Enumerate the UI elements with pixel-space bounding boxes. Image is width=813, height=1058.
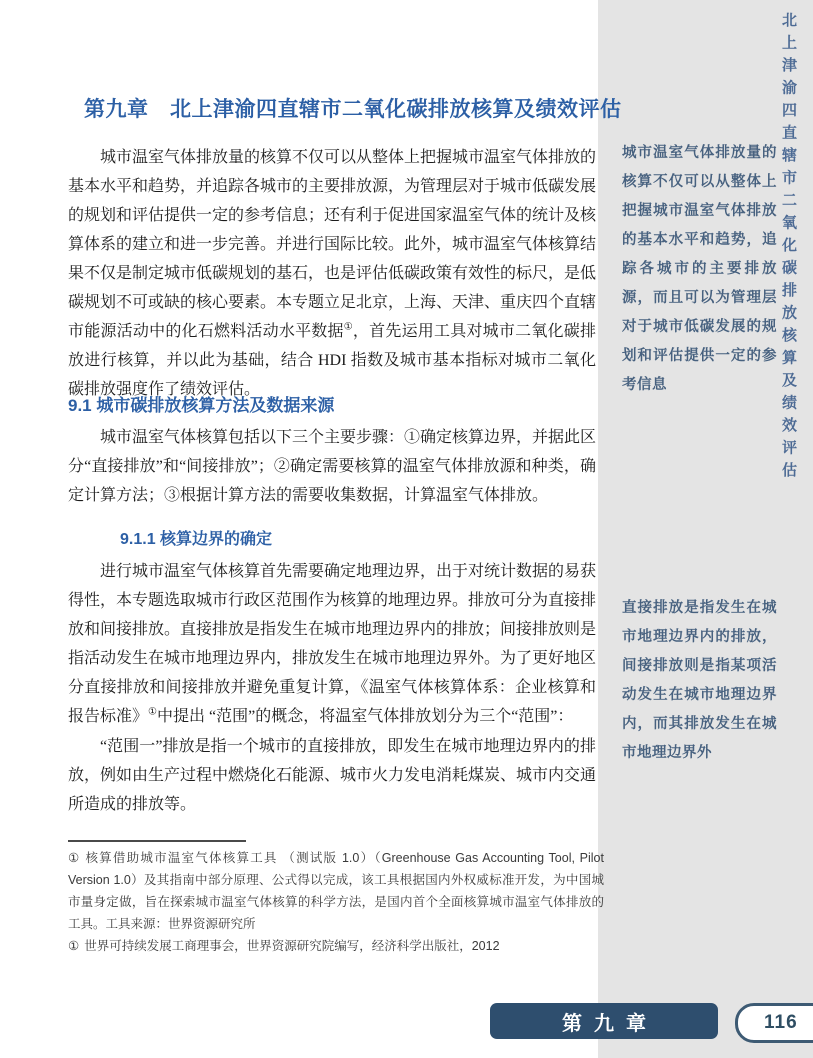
boundary-paragraph xyxy=(68,557,596,731)
boundary-paragraph-text: 进行城市温室气体核算首先需要确定地理边界，出于对统计数据的易获得性，本专题选取城市行政区范围作为核算的地理边界。排放可分为直接排放和间接排放。直接排放是指发生在城市地理边界内的排放；间接排放则是指活动发生在城市地理边界内，排放发生在城市地理边界外。为了更好地区分直接排放和间接排放并避免重复计算，《温室气体核算体系：企业核算和报告标准》 xyxy=(68,563,597,725)
vertical-chapter-title: 北上津渝四直辖市二氧化碳排放核算及绩效评估 xyxy=(780,12,797,485)
footnote-marker: ① xyxy=(68,851,81,865)
margin-note-summary: 城市温室气体排放量的核算不仅可以从整体上把握城市温室气体排放的基本水平和趋势，追踪各城市的主要排放源，而且可以为管理层对于城市低碳发展的规划和评估提供一定的参考信息 xyxy=(622,145,777,393)
footnote-text: 世界可持续发展工商理事会，世界资源研究院编写，经济科学出版社，2012 xyxy=(84,939,500,953)
section-9-1-1-heading: 9.1.1 核算边界的确定 xyxy=(120,531,273,548)
footnote-item xyxy=(68,935,604,957)
footnote-text: 核算借助城市温室气体核算工具 （测试版 1.0）（Greenhouse Gas Accounting Tool, Pilot Version 1.0）及其指南中部分原理、公式得以完成，该工具根据国内外权威标准开发，为中国城市量身定做，旨在探索城市温室气体核算的科学方法，是国内首个全面核算城市温室气体排放的工具。工具来源：世界资源研究所 xyxy=(68,851,604,931)
page-number-pill xyxy=(735,1003,813,1043)
boundary-paragraph-text-cont: 中提出 “范围”的概念，将温室气体排放划分为三个“范围”： xyxy=(156,708,574,725)
footer-chapter-label: 第九章 xyxy=(562,1012,658,1035)
intro-paragraph xyxy=(68,143,596,404)
intro-paragraph-text: 城市温室气体排放量的核算不仅可以从整体上把握城市温室气体排放的基本水平和趋势，并追踪各城市的主要排放源，为管理层对于城市低碳发展的规划和评估提供一定的参考信息；还有利于促进国家温室气体的统计及核算体系的建立和进一步完善。并进行国际比较。此外，城市温室气体核算结果不仅是制定城市低碳规划的基石，也是评估低碳政策有效性的标尺，是低碳规划不可或缺的核心要素。本专题立足北京，上海、天津、重庆四个直辖市能源活动中的化石燃料活动水平数据 xyxy=(68,149,597,340)
footnote-item xyxy=(68,847,604,935)
footer-chapter-tab xyxy=(490,1003,718,1039)
section-9-1-paragraph: 城市温室气体核算包括以下三个主要步骤：①确定核算边界，并据此区分“直接排放”和“间接排放”；②确定需要核算的温室气体排放源和种类，确定计算方法；③根据计算方法的需要收集数据，计算温室气体排放。 xyxy=(68,429,597,504)
intro-paragraph-text-cont: ，首先运用工具对城市二氧化碳排放进行核算，并以此为基础，结合 HDI 指数及城市基本指标对城市二氧化碳排放强度作了绩效评估。 xyxy=(68,323,596,398)
sidebar xyxy=(598,0,813,1058)
footnote-marker: ① xyxy=(68,939,80,953)
chapter-heading: 第九章 北上津渝四直辖市二氧化碳排放核算及绩效评估 xyxy=(84,98,622,121)
footnote-reference-marker: ① xyxy=(343,321,353,333)
section-9-1-heading: 9.1 城市碳排放核算方法及数据来源 xyxy=(68,396,335,415)
footnote-divider xyxy=(68,840,246,842)
page-number: 116 xyxy=(764,1012,798,1033)
margin-note-direct-emission: 直接排放是指发生在城市地理边界内的排放，间接排放则是指某项活动发生在城市地理边界内，而其排放发生在城市地理边界外 xyxy=(622,600,777,761)
footnote-reference-marker: ① xyxy=(148,706,157,718)
scope-one-paragraph: “范围一”排放是指一个城市的直接排放，即发生在城市地理边界内的排放，例如由生产过程中燃烧化石能源、城市火力发电消耗煤炭、城市内交通所造成的排放等。 xyxy=(68,738,597,813)
